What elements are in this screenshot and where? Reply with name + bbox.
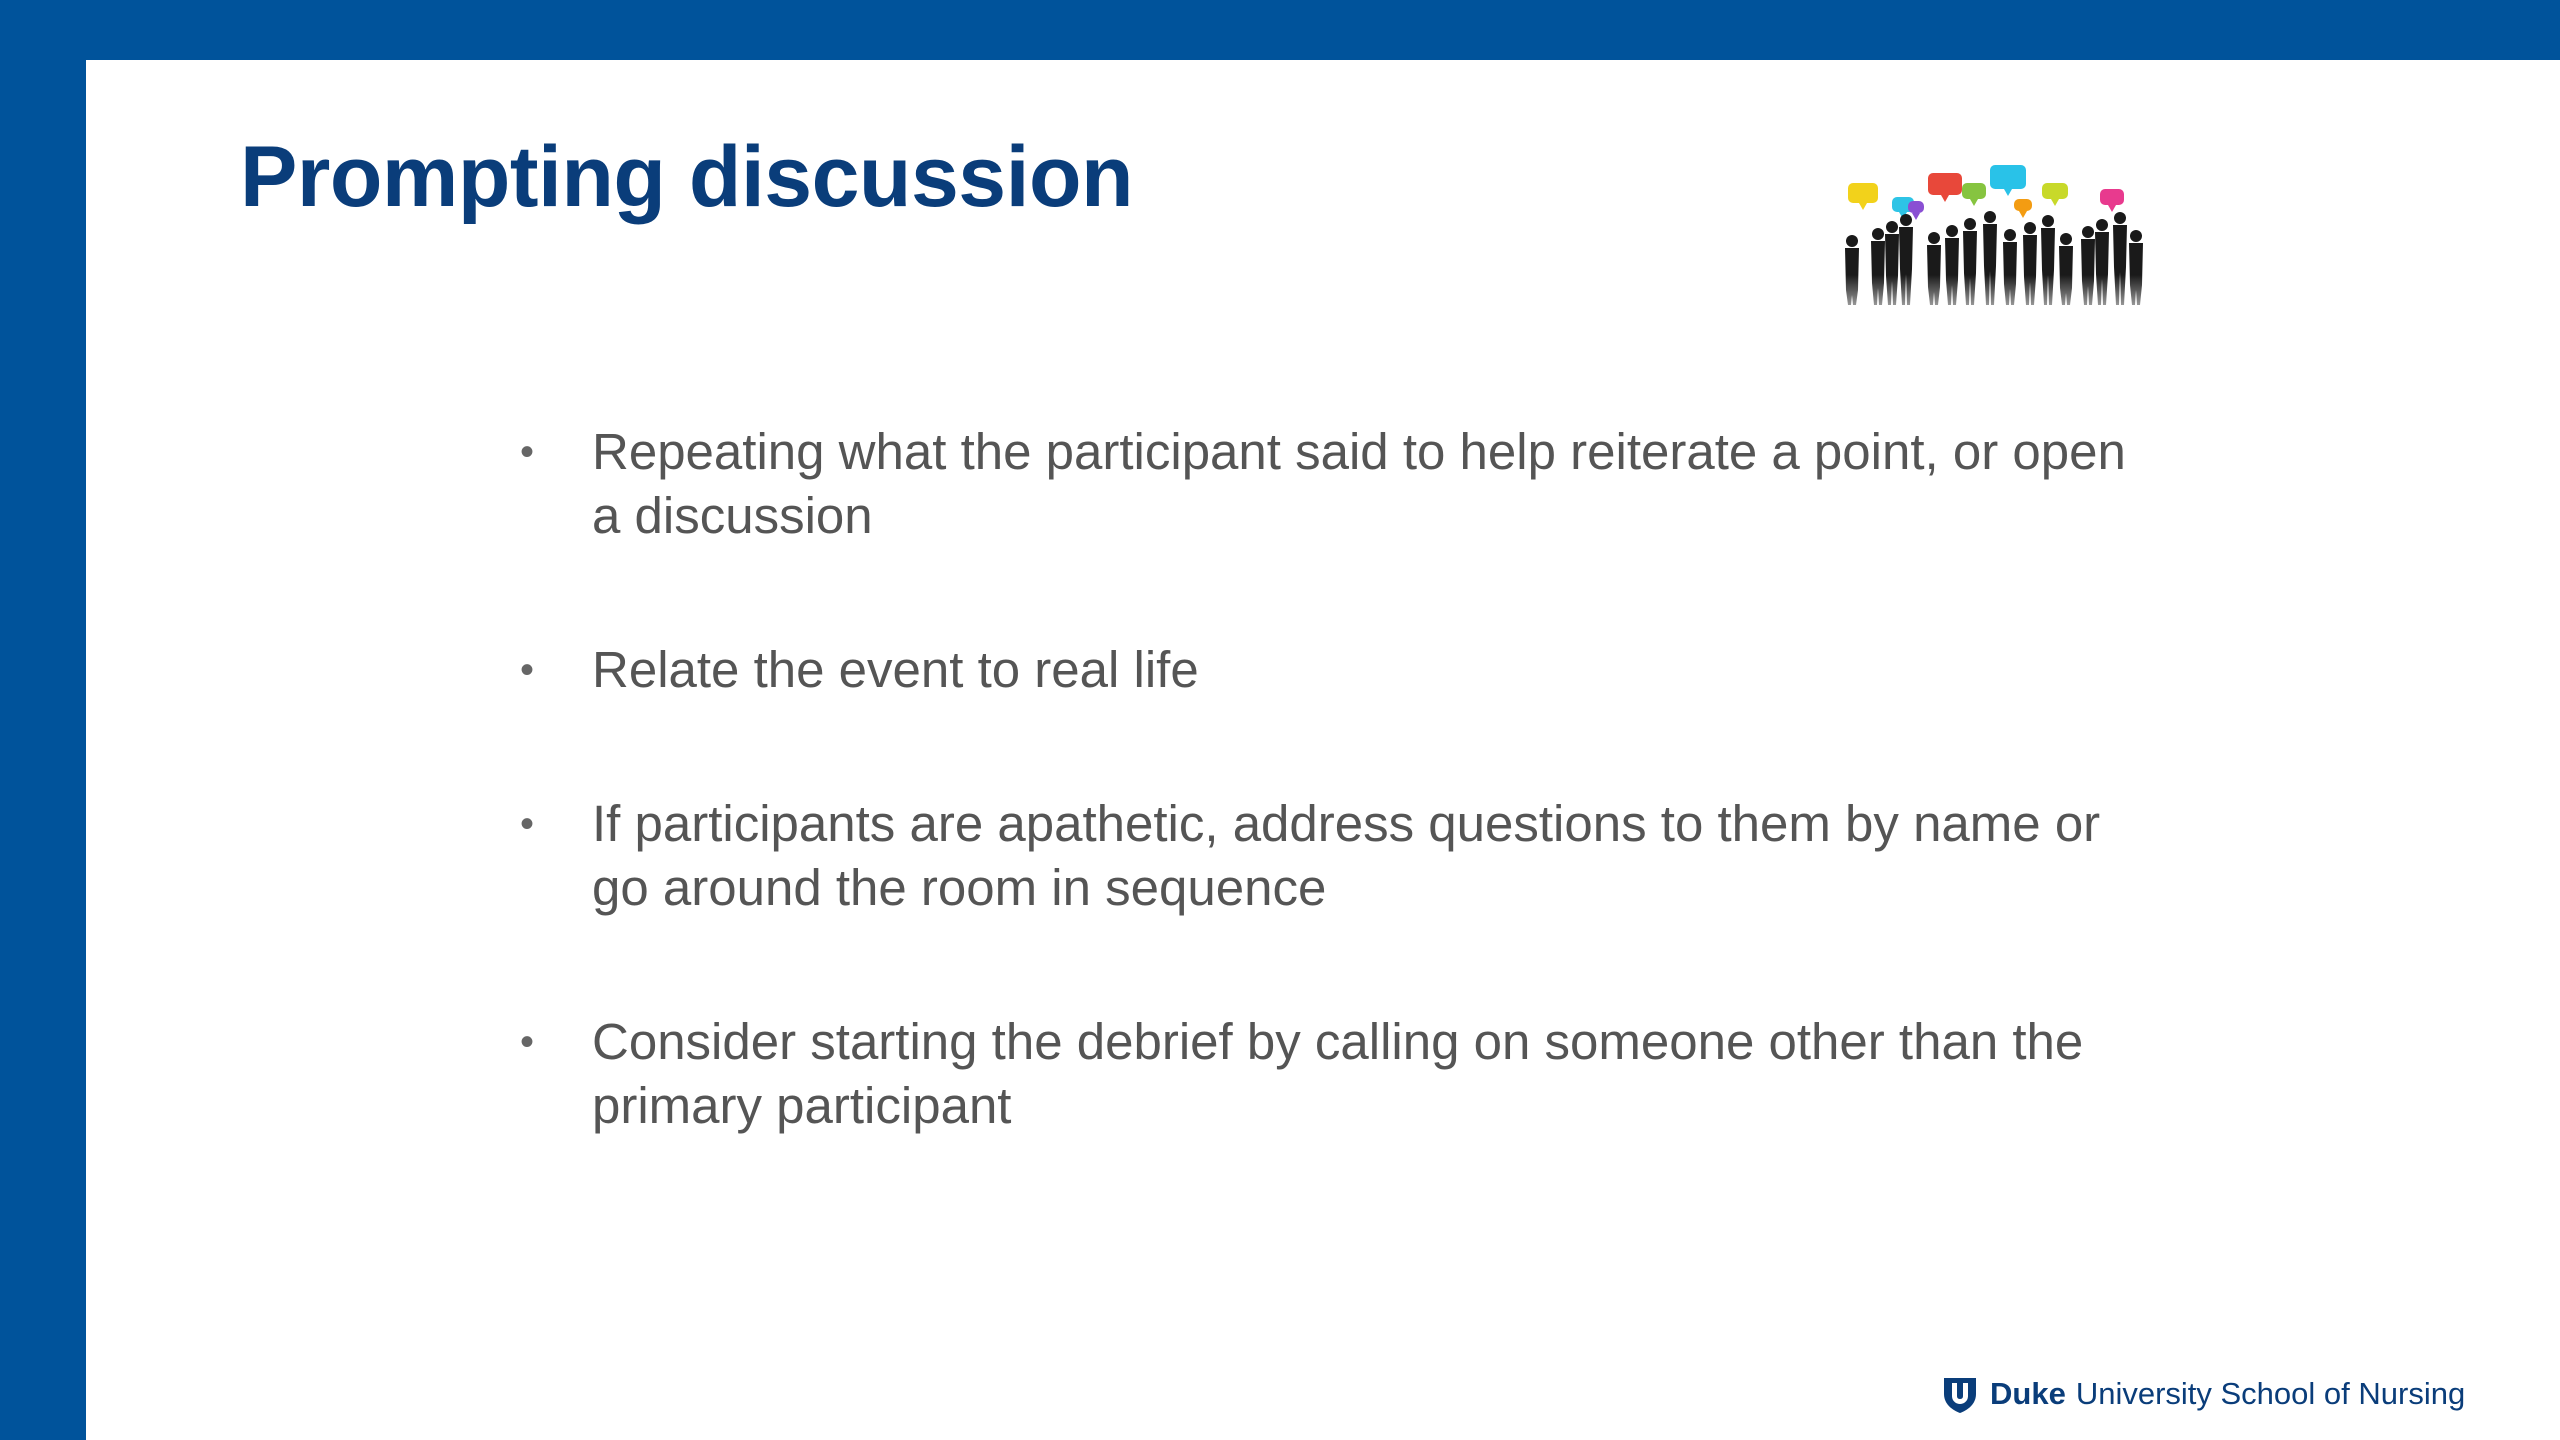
person-head bbox=[1984, 211, 1996, 223]
bullet-text: Relate the event to real life bbox=[592, 641, 1199, 698]
bullet-glyph: • bbox=[520, 1020, 535, 1064]
bullet-text: Repeating what the participant said to help reiterate a point, or open a discussion bbox=[592, 423, 2126, 544]
bullet-item bbox=[520, 638, 2140, 702]
bullet-text: If participants are apathetic, address questions to them by name or go around the room in sequence bbox=[592, 795, 2101, 916]
speech-bubble-tail bbox=[1970, 199, 1978, 206]
logo-brand-bold: Duke bbox=[1990, 1376, 2066, 1411]
person-head bbox=[2004, 229, 2016, 241]
left-frame-bar bbox=[0, 0, 86, 1440]
person-head bbox=[1872, 228, 1884, 240]
slide-title: Prompting discussion bbox=[240, 129, 1134, 225]
person-head bbox=[1964, 218, 1976, 230]
bullet-list bbox=[520, 420, 2140, 1138]
speech-bubble-tail bbox=[1941, 195, 1949, 202]
bullet-item bbox=[520, 1010, 2140, 1138]
person-head bbox=[2082, 226, 2094, 238]
person-head bbox=[2130, 230, 2142, 242]
bullet-glyph: • bbox=[520, 648, 535, 692]
speech-bubble-tail bbox=[2004, 189, 2012, 196]
person-head bbox=[2042, 215, 2054, 227]
person-head bbox=[1886, 221, 1898, 233]
person-head bbox=[1900, 214, 1912, 226]
duke-shield-icon bbox=[1940, 1374, 1980, 1414]
person-head bbox=[1928, 232, 1940, 244]
speech-bubble-tail bbox=[2019, 211, 2027, 218]
speech-bubble bbox=[2100, 189, 2124, 205]
speech-bubble-tail bbox=[2051, 199, 2059, 206]
speech-bubble bbox=[1962, 183, 1986, 199]
person-head bbox=[1846, 235, 1858, 247]
speech-bubble bbox=[1928, 173, 1962, 195]
person-head bbox=[1946, 225, 1958, 237]
bullet-glyph: • bbox=[520, 802, 535, 846]
speech-bubble bbox=[2014, 199, 2032, 211]
speech-bubble-tail bbox=[1859, 203, 1867, 210]
speech-bubble bbox=[2042, 183, 2068, 199]
people-speech-bubbles-icon bbox=[1830, 155, 2160, 330]
top-frame-bar bbox=[0, 0, 2560, 60]
speech-bubble bbox=[1848, 183, 1878, 203]
speech-bubble-tail bbox=[2108, 205, 2116, 212]
bullet-item bbox=[520, 792, 2140, 920]
logo-brand-rest: University School of Nursing bbox=[2075, 1376, 2466, 1411]
bullet-text: Consider starting the debrief by calling on someone other than the primary participant bbox=[592, 1013, 2084, 1134]
person-head bbox=[2024, 222, 2036, 234]
bullet-glyph: • bbox=[520, 430, 535, 474]
person-head bbox=[2060, 233, 2072, 245]
person-head bbox=[2096, 219, 2108, 231]
speech-bubble bbox=[1908, 201, 1924, 213]
person-head bbox=[2114, 212, 2126, 224]
speech-bubble bbox=[1990, 165, 2026, 189]
duke-nursing-logo bbox=[1940, 1372, 2465, 1416]
speech-bubble-tail bbox=[1912, 213, 1920, 220]
bullet-item bbox=[520, 420, 2140, 548]
